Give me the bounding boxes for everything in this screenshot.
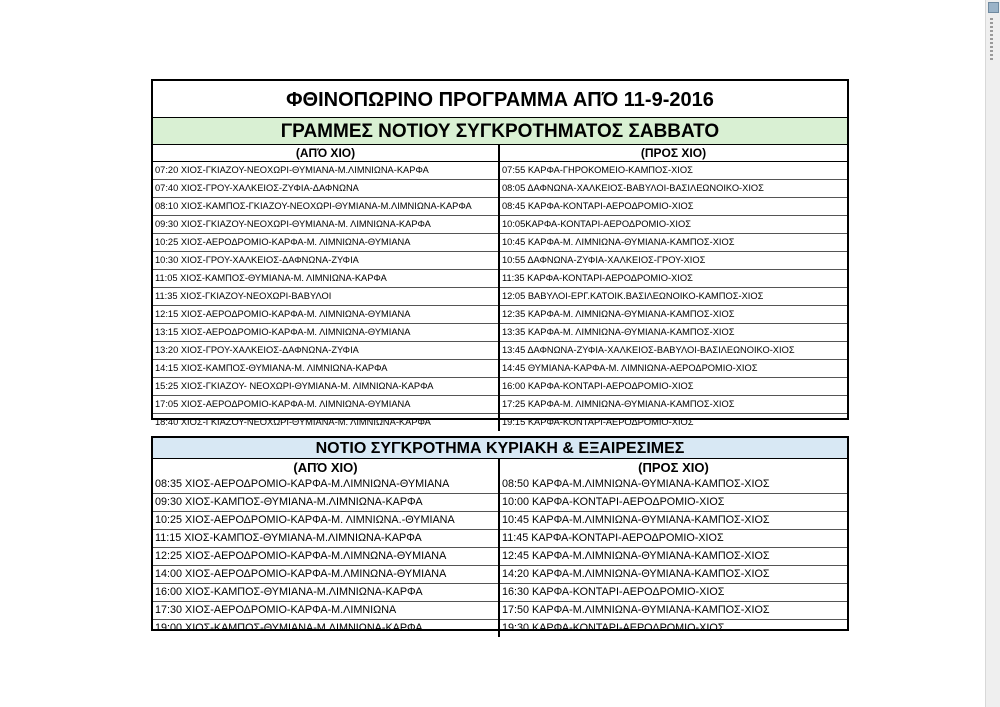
- schedule-row: 18:40 ΧΙΟΣ-ΓΚΙΑΖΟΥ-ΝΕΟΧΩΡΙ-ΘΥΜΙΑΝΑ-Μ. ΛΙΜΝΙΩΝΑ-ΚΑΡΦΑ: [155, 417, 431, 427]
- vertical-microtext: [990, 18, 993, 60]
- schedule-row: 11:35 ΧΙΟΣ-ΓΚΙΑΖΟΥ-ΝΕΟΧΩΡΙ-ΒΑΒΥΛΟΙ: [153, 288, 498, 306]
- schedule-row: 13:35 ΚΑΡΦΑ-Μ. ΛΙΜΝΙΩΝΑ-ΘΥΜΙΑΝΑ-ΚΑΜΠΟΣ-ΧΙΟΣ: [500, 324, 847, 342]
- schedule-row: 07:40 ΧΙΟΣ-ΓΡΟΥ-ΧΑΛΚΕΙΟΣ-ΖΥΦΙΑ-ΔΑΦΝΩΝΑ: [153, 180, 498, 198]
- schedule-row: 08:35 ΧΙΟΣ-ΑΕΡΟΔΡΟΜΙΟ-ΚΑΡΦΑ-Μ.ΛΙΜΝΙΩΝΑ-ΘΥΜΙΑΝΑ: [153, 476, 498, 494]
- schedule-row: 08:45 ΚΑΡΦΑ-ΚΟΝΤΑΡΙ-ΑΕΡΟΔΡΟΜΙΟ-ΧΙΟΣ: [500, 198, 847, 216]
- saturday-section-title: ΓΡΑΜΜΕΣ ΝΟΤΙΟΥ ΣΥΓΚΡΟΤΗΜΑΤΟΣ ΣΑΒΒΑΤΟ: [153, 118, 847, 145]
- schedule-row: 09:30 ΧΙΟΣ-ΓΚΙΑΖΟΥ-ΝΕΟΧΩΡΙ-ΘΥΜΙΑΝΑ-Μ. ΛΙΜΝΙΩΝΑ-ΚΑΡΦΑ: [153, 216, 498, 234]
- schedule-row: 19:00 ΧΙΟΣ-ΚΑΜΠΟΣ-ΘΥΜΙΑΝΑ-Μ.ΛΙΜΝΙΩΝΑ-ΚΑΡΦΑ: [155, 622, 423, 634]
- sunday-to-list: [500, 476, 847, 637]
- schedule-row: 12:35 ΚΑΡΦΑ-Μ. ΛΙΜΝΙΩΝΑ-ΘΥΜΙΑΝΑ-ΚΑΜΠΟΣ-ΧΙΟΣ: [500, 306, 847, 324]
- schedule-row: 10:25 ΧΙΟΣ-ΑΕΡΟΔΡΟΜΙΟ-ΚΑΡΦΑ-Μ. ΛΙΜΝΙΩΝΑ.-ΘΥΜΙΑΝΑ: [153, 512, 498, 530]
- schedule-row: 12:25 ΧΙΟΣ-ΑΕΡΟΔΡΟΜΙΟ-ΚΑΡΦΑ-Μ.ΛΙΜΝΩΝΑ-ΘΥΜΙΑΝΑ: [153, 548, 498, 566]
- schedule-row: 08:10 ΧΙΟΣ-ΚΑΜΠΟΣ-ΓΚΙΑΖΟΥ-ΝΕΟΧΩΡΙ-ΘΥΜΙΑΝΑ-Μ.ΛΙΜΝΙΩΝΑ-ΚΑΡΦΑ: [153, 198, 498, 216]
- saturday-schedule-table: [151, 79, 849, 427]
- schedule-row: 12:15 ΧΙΟΣ-ΑΕΡΟΔΡΟΜΙΟ-ΚΑΡΦΑ-Μ. ΛΙΜΝΙΩΝΑ-ΘΥΜΙΑΝΑ: [153, 306, 498, 324]
- schedule-row: 16:30 ΚΑΡΦΑ-ΚΟΝΤΑΡΙ-ΑΕΡΟΔΡΟΜΙΟ-ΧΙΟΣ: [500, 584, 847, 602]
- schedule-row: 14:45 ΘΥΜΙΑΝΑ-ΚΑΡΦΑ-Μ. ΛΙΜΝΙΩΝΑ-ΑΕΡΟΔΡΟΜΙΟ-ΧΙΟΣ: [500, 360, 847, 378]
- schedule-row: 07:55 ΚΑΡΦΑ-ΓΗΡΟΚΟΜΕΙΟ-ΚΑΜΠΟΣ-ΧΙΟΣ: [500, 162, 847, 180]
- schedule-row: 19:30 ΚΑΡΦΑ-ΚΟΝΤΑΡΙ-ΑΕΡΟΔΡΟΜΙΟ-ΧΙΟΣ: [502, 622, 725, 634]
- saturday-to-list: [500, 162, 847, 431]
- schedule-row: 11:35 ΚΑΡΦΑ-ΚΟΝΤΑΡΙ-ΑΕΡΟΔΡΟΜΙΟ-ΧΙΟΣ: [500, 270, 847, 288]
- saturday-to-header: (ΠΡΟΣ ΧΙΟ): [500, 145, 847, 162]
- saturday-from-column: [153, 145, 500, 431]
- schedule-row: 13:15 ΧΙΟΣ-ΑΕΡΟΔΡΟΜΙΟ-ΚΑΡΦΑ-Μ. ΛΙΜΝΙΩΝΑ-ΘΥΜΙΑΝΑ: [153, 324, 498, 342]
- sunday-section-title: ΝΟΤΙΟ ΣΥΓΚΡΟΤΗΜΑ ΚΥΡΙΑΚΗ & ΕΞΑΙΡΕΣΙΜΕΣ: [153, 438, 847, 459]
- sunday-to-header: (ΠΡΟΣ ΧΙΟ): [638, 460, 709, 475]
- schedule-row: 15:25 ΧΙΟΣ-ΓΚΙΑΖΟΥ- ΝΕΟΧΩΡΙ-ΘΥΜΙΑΝΑ-Μ. ΛΙΜΝΙΩΝΑ-ΚΑΡΦΑ: [153, 378, 498, 396]
- sunday-from-list: [153, 476, 498, 637]
- schedule-row: 10:55 ΔΑΦΝΩΝΑ-ΖΥΦΙΑ-ΧΑΛΚΕΙΟΣ-ΓΡΟΥ-ΧΙΟΣ: [500, 252, 847, 270]
- schedule-row: 08:05 ΔΑΦΝΩΝΑ-ΧΑΛΚΕΙΟΣ-ΒΑΒΥΛΟΙ-ΒΑΣΙΛΕΩΝΟΙΚΟ-ΧΙΟΣ: [500, 180, 847, 198]
- schedule-row: 17:50 ΚΑΡΦΑ-Μ.ΛΙΜΝΙΩΝΑ-ΘΥΜΙΑΝΑ-ΚΑΜΠΟΣ-ΧΙΟΣ: [500, 602, 847, 620]
- schedule-row: 10:25 ΧΙΟΣ-ΑΕΡΟΔΡΟΜΙΟ-ΚΑΡΦΑ-Μ. ΛΙΜΝΙΩΝΑ-ΘΥΜΙΑΝΑ: [153, 234, 498, 252]
- schedule-row: 08:50 ΚΑΡΦΑ-Μ.ΛΙΜΝΙΩΝΑ-ΘΥΜΙΑΝΑ-ΚΑΜΠΟΣ-ΧΙΟΣ: [500, 476, 847, 494]
- schedule-row: 11:45 ΚΑΡΦΑ-ΚΟΝΤΑΡΙ-ΑΕΡΟΔΡΟΜΙΟ-ΧΙΟΣ: [500, 530, 847, 548]
- schedule-row: 16:00 ΧΙΟΣ-ΚΑΜΠΟΣ-ΘΥΜΙΑΝΑ-Μ.ΛΙΜΝΙΩΝΑ-ΚΑΡΦΑ: [153, 584, 498, 602]
- page-title: ΦΘΙΝΟΠΩΡΙΝΟ ΠΡΟΓΡΑΜΜΑ ΑΠΌ 11-9-2016: [153, 81, 847, 118]
- saturday-from-header: (ΑΠΌ ΧΙΟ): [153, 145, 498, 162]
- schedule-row: 17:05 ΧΙΟΣ-ΑΕΡΟΔΡΟΜΙΟ-ΚΑΡΦΑ-Μ. ΛΙΜΝΙΩΝΑ-ΘΥΜΙΑΝΑ: [153, 396, 498, 414]
- schedule-row: 12:45 ΚΑΡΦΑ-Μ.ΛΙΜΝΙΩΝΑ-ΘΥΜΙΑΝΑ-ΚΑΜΠΟΣ-ΧΙΟΣ: [500, 548, 847, 566]
- sunday-from-header: (ΑΠΌ ΧΙΟ): [293, 460, 358, 475]
- saturday-from-list: [153, 162, 498, 431]
- viewer-side-strip: [985, 0, 1000, 707]
- sunday-schedule-table: [151, 436, 849, 634]
- schedule-row: 10:45 ΚΑΡΦΑ-Μ. ΛΙΜΝΙΩΝΑ-ΘΥΜΙΑΝΑ-ΚΑΜΠΟΣ-ΧΙΟΣ: [500, 234, 847, 252]
- schedule-row: 11:15 ΧΙΟΣ-ΚΑΜΠΟΣ-ΘΥΜΙΑΝΑ-Μ.ΛΙΜΝΙΩΝΑ-ΚΑΡΦΑ: [153, 530, 498, 548]
- schedule-row: 12:05 ΒΑΒΥΛΟΙ-ΕΡΓ.ΚΑΤΟΙΚ.ΒΑΣΙΛΕΩΝΟΙΚΟ-ΚΑΜΠΟΣ-ΧΙΟΣ: [500, 288, 847, 306]
- schedule-row: 14:00 ΧΙΟΣ-ΑΕΡΟΔΡΟΜΙΟ-ΚΑΡΦΑ-Μ.ΛΜΙΝΩΝΑ-ΘΥΜΙΑΝΑ: [153, 566, 498, 584]
- schedule-row: 17:25 ΚΑΡΦΑ-Μ. ΛΙΜΝΙΩΝΑ-ΘΥΜΙΑΝΑ-ΚΑΜΠΟΣ-ΧΙΟΣ: [500, 396, 847, 414]
- schedule-row: 14:20 ΚΑΡΦΑ-Μ.ΛΙΜΝΙΩΝΑ-ΘΥΜΙΑΝΑ-ΚΑΜΠΟΣ-ΧΙΟΣ: [500, 566, 847, 584]
- saturday-to-column: [500, 145, 847, 431]
- sunday-from-column: [153, 459, 500, 637]
- schedule-row: 19:15 ΚΑΡΦΑ-ΚΟΝΤΑΡΙ-ΑΕΡΟΔΡΟΜΙΟ-ΧΙΟΣ: [502, 417, 694, 427]
- schedule-row: 10:05ΚΑΡΦΑ-ΚΟΝΤΑΡΙ-ΑΕΡΟΔΡΟΜΙΟ-ΧΙΟΣ: [500, 216, 847, 234]
- schedule-row: 10:00 ΚΑΡΦΑ-ΚΟΝΤΑΡΙ-ΑΕΡΟΔΡΟΜΙΟ-ΧΙΟΣ: [500, 494, 847, 512]
- schedule-row: 16:00 ΚΑΡΦΑ-ΚΟΝΤΑΡΙ-ΑΕΡΟΔΡΟΜΙΟ-ΧΙΟΣ: [500, 378, 847, 396]
- schedule-row: 17:30 ΧΙΟΣ-ΑΕΡΟΔΡΟΜΙΟ-ΚΑΡΦΑ-Μ.ΛΙΜΝΙΩΝΑ: [153, 602, 498, 620]
- schedule-row: 10:45 ΚΑΡΦΑ-Μ.ΛΙΜΝΙΩΝΑ-ΘΥΜΙΑΝΑ-ΚΑΜΠΟΣ-ΧΙΟΣ: [500, 512, 847, 530]
- sunday-to-column: [500, 459, 847, 637]
- schedule-row: 11:05 ΧΙΟΣ-ΚΑΜΠΟΣ-ΘΥΜΙΑΝΑ-Μ. ΛΙΜΝΙΩΝΑ-ΚΑΡΦΑ: [153, 270, 498, 288]
- schedule-row: 14:15 ΧΙΟΣ-ΚΑΜΠΟΣ-ΘΥΜΙΑΝΑ-Μ. ΛΙΜΝΙΩΝΑ-ΚΑΡΦΑ: [153, 360, 498, 378]
- schedule-row: 10:30 ΧΙΟΣ-ΓΡΟΥ-ΧΑΛΚΕΙΟΣ-ΔΑΦΝΩΝΑ-ΖΥΦΙΑ: [153, 252, 498, 270]
- schedule-row: 13:20 ΧΙΟΣ-ΓΡΟΥ-ΧΑΛΚΕΙΟΣ-ΔΑΦΝΩΝΑ-ΖΥΦΙΑ: [153, 342, 498, 360]
- schedule-row: 07:20 ΧΙΟΣ-ΓΚΙΑΖΟΥ-ΝΕΟΧΩΡΙ-ΘΥΜΙΑΝΑ-Μ.ΛΙΜΝΙΩΝΑ-ΚΑΡΦΑ: [153, 162, 498, 180]
- schedule-row: 09:30 ΧΙΟΣ-ΚΑΜΠΟΣ-ΘΥΜΙΑΝΑ-Μ.ΛΙΜΝΙΩΝΑ-ΚΑΡΦΑ: [153, 494, 498, 512]
- schedule-row: 13:45 ΔΑΦΝΩΝΑ-ΖΥΦΙΑ-ΧΑΛΚΕΙΟΣ-ΒΑΒΥΛΟΙ-ΒΑΣΙΛΕΩΝΟΙΚΟ-ΧΙΟΣ: [500, 342, 847, 360]
- viewer-badge-icon: [988, 2, 999, 13]
